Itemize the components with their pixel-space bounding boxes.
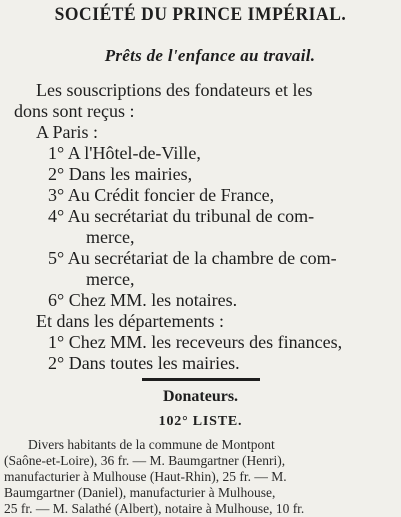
paris-heading: A Paris : xyxy=(36,122,99,142)
page-title: SOCIÉTÉ DU PRINCE IMPÉRIAL. xyxy=(54,4,347,25)
donors-line-3: manufacturier à Mulhouse (Haut-Rhin), 25 fr. — M. xyxy=(4,469,287,484)
paris-item-3: 3° Au Crédit foncier de France, xyxy=(48,185,275,205)
donors-line-4: Baumgartner (Daniel), manufacturier à Mulhouse, xyxy=(4,485,276,500)
paris-item-4: 4° Au secrétariat du tribunal de com- xyxy=(48,206,315,226)
donors-line-1: Divers habitants de la commune de Montpont xyxy=(28,437,275,452)
donors-line-2: (Saône-et-Loire), 36 fr. — M. Baumgartner (Henri), xyxy=(4,453,286,468)
departements-item-1: 1° Chez MM. les receveurs des finances, xyxy=(48,332,343,352)
paris-item-4-cont: merce, xyxy=(86,227,135,247)
page-subtitle: Prêts de l'enfance au travail. xyxy=(104,46,316,65)
departements-item-2: 2° Dans toutes les mairies. xyxy=(48,353,240,373)
paris-item-6: 6° Chez MM. les notaires. xyxy=(48,290,238,310)
donors-line-5: 25 fr. — M. Salathé (Albert), notaire à Mulhouse, 10 fr. xyxy=(4,501,305,516)
intro-line-2: dons sont reçus : xyxy=(14,101,135,121)
paris-item-5: 5° Au secrétariat de la chambre de com- xyxy=(48,248,337,268)
donateurs-title: Donateurs. xyxy=(162,388,239,405)
liste-number: 102° LISTE. xyxy=(158,414,243,429)
paris-item-2: 2° Dans les mairies, xyxy=(48,164,193,184)
section-divider xyxy=(142,378,260,381)
paris-item-1: 1° A l'Hôtel-de-Ville, xyxy=(48,143,201,163)
intro-line-1: Les souscriptions des fondateurs et les xyxy=(36,80,313,100)
departements-heading: Et dans les départements : xyxy=(36,311,224,331)
paris-item-5-cont: merce, xyxy=(86,269,135,289)
